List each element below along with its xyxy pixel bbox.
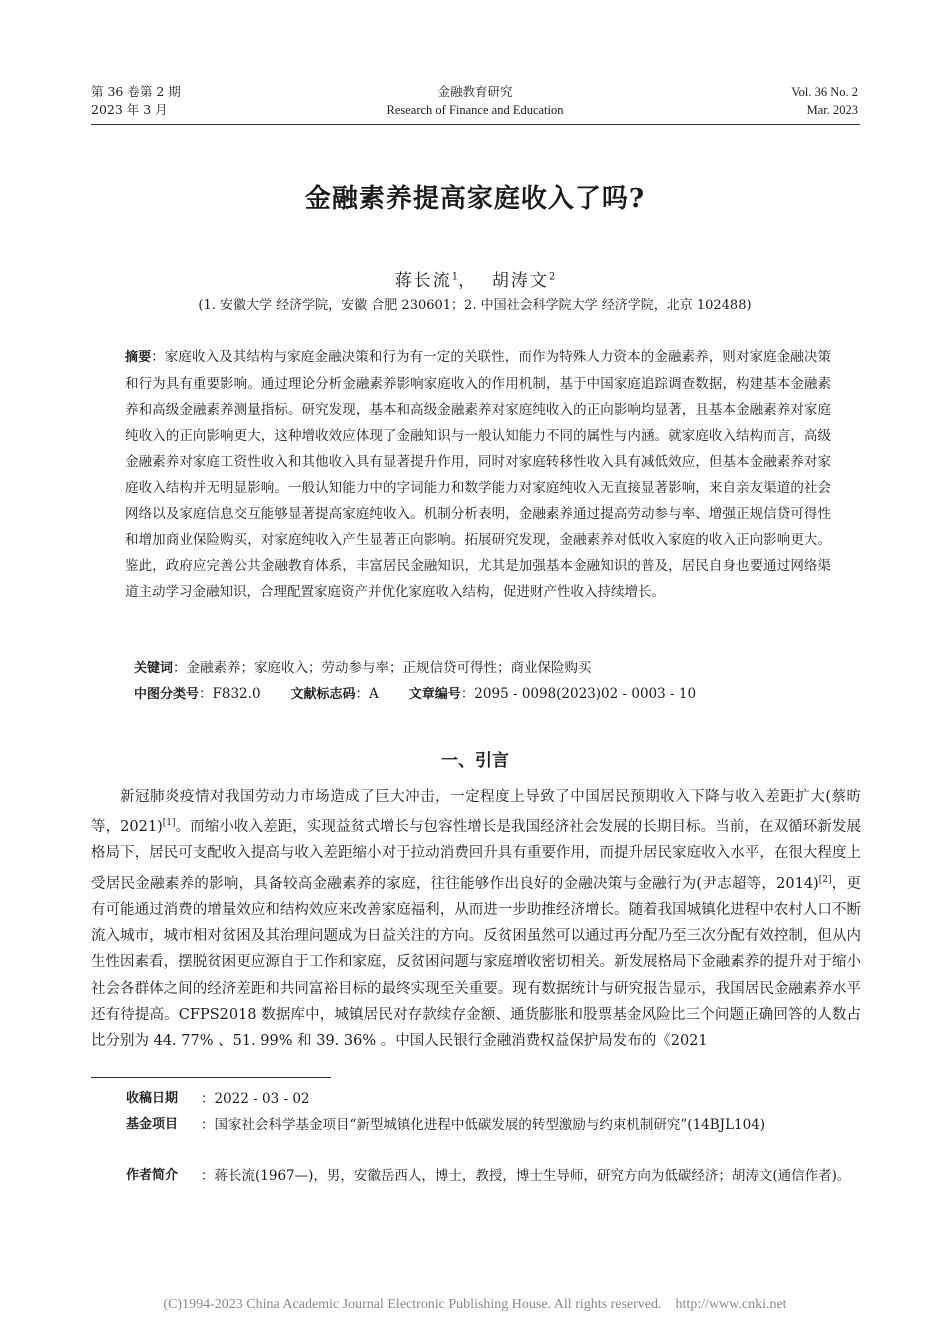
- body-text-part: 。而缩小收入差距，实现益贫式增长与包容性增长是我国经济社会发展的长期目标。当前，在双循环新发展格局下，居民可支配收入提高与收入差距缩小对于拉动消费回升具有重要作用，而提升居民家庭收入水平，在很大程度上受居民金融素养的影响，具备较高金融素养的家庭，往往能够作出良好的金融决策与金融行为(尹志超等，2014): [91, 819, 861, 892]
- section-heading: 一、引言: [441, 751, 509, 771]
- abstract-label: 摘要: [125, 350, 152, 365]
- fund-label: 基金项目: [126, 1117, 179, 1132]
- body-paragraph: [91, 784, 861, 1055]
- paper-title: 金融素养提高家庭收入了吗?: [304, 184, 646, 214]
- copyright-watermark: (C)1994-2023 China Academic Journal Electronic Publishing House. All rights reserved. http://www.cnki.net: [163, 1297, 787, 1312]
- author-bio: [126, 1163, 861, 1189]
- received-value: ：2022 - 03 - 02: [201, 1091, 310, 1107]
- author-bio-label: 作者简介: [126, 1168, 179, 1183]
- body-text-part: ，更有可能通过消费的增量效应和结构效应来改善家庭福利，从而进一步助推经济增长。随着我国城镇化进程中农村人口不断流入城市，城市相对贫困及其治理问题成为日益关注的方向。反贫困虽然可以通过再分配乃至三次分配有效控制，但从内生性因素看，摆脱贫困更应源自于工作和家庭，反贫困问题与家庭增收密切相关。新发展格局下金融素养的提升对于缩小社会各群体之间的经济差距和共同富裕目标的最终实现至关重要。现有数据统计与研究报告显示，我国居民金融素养水平还有待提高。CFPS2018 数据库中，城镇居民对存款续存金额、通货膨胀和股票基金风险比三个问题正确回答的人数占比分别为 44. 77% 、51. 99% 和 39. 36% 。中国人民银行金融消费权益保护局发布的《2021: [91, 875, 862, 1050]
- article-number-value: ：2095 - 0098(2023)02 - 0003 - 10: [460, 686, 697, 702]
- fund-value: ：国家社会科学基金项目“新型城镇化进程中低碳发展的转型激励与约束机制研究”(14BJL104): [201, 1117, 766, 1133]
- doc-code-label: 文献标志码: [290, 687, 356, 702]
- received-date: [126, 1086, 861, 1112]
- doc-code-value: ：A: [355, 686, 379, 702]
- classification-info: [134, 681, 834, 708]
- abstract-text: ：家庭收入及其结构与家庭金融决策和行为有一定的关联性，而作为特殊人力资本的金融素养，则对家庭金融决策和行为具有重要影响。通过理论分析金融素养影响家庭收入的作用机制，基于中国家庭追踪调查数据，构建基本金融素养和高级金融素养测量指标。研究发现，基本和高级金融素养对家庭纯收入的正向影响均显著，且基本金融素养对家庭纯收入的正向影响更大，这种增收效应体现了金融知识与一般认知能力不同的属性与内涵。就家庭收入结构而言，高级金融素养对家庭工资性收入和其他收入具有显著提升作用，同时对家庭转移性收入具有减低效应，但基本金融素养对家庭收入结构并无明显影响。一般认知能力中的字词能力和数学能力对家庭纯收入无直接显著影响，来自亲友渠道的社会网络以及家庭信息交互能够显著提高家庭纯收入。机制分析表明，金融素养通过提高劳动参与率、增强正规信贷可得性和增加商业保险购买，对家庭纯收入产生显著正向影响。拓展研究发现，金融素养对低收入家庭的收入正向影响更大。鉴此，政府应完善公共金融教育体系，丰富居民金融知识，尤其是加强基本金融知识的普及，居民自身也要通过网络渠道主动学习金融知识，合理配置家庭资产并优化家庭收入结构，促进财产性收入持续增长。: [125, 349, 831, 600]
- publication-date-en: Mar. 2023: [806, 103, 858, 117]
- keywords-text: ：金融素养；家庭收入；劳动参与率；正规信贷可得性；商业保险购买: [173, 660, 592, 676]
- citation-ref[interactable]: [1]: [162, 818, 176, 829]
- journal-issue-info-en: [791, 83, 858, 119]
- journal-issue-info: [91, 83, 181, 119]
- header-rule: [91, 124, 860, 125]
- journal-name-cn: 金融教育研究: [437, 84, 513, 99]
- author-name: 蒋长流: [394, 271, 452, 291]
- abstract: [125, 344, 831, 605]
- volume-issue-en: Vol. 36 No. 2: [791, 85, 858, 99]
- author-separator: ，: [458, 271, 478, 291]
- article-number-label: 文章编号: [408, 687, 461, 702]
- footnote-rule: [91, 1077, 331, 1078]
- journal-name: [300, 83, 650, 119]
- author-bio-value: ：蒋长流(1967—)，男，安徽岳西人，博士，教授，博士生导师，研究方向为低碳经济；胡涛文(通信作者)。: [201, 1168, 851, 1184]
- body-text-part: 新冠肺炎疫情对我国劳动力市场造成了巨大冲击，一定程度上导致了中国居民预期收入下降与收入差距扩大(蔡昉等，2021): [91, 789, 861, 836]
- journal-name-en: Research of Finance and Education: [386, 103, 564, 117]
- keywords-label: 关键词: [134, 661, 174, 676]
- affiliations: (1. 安徽大学 经济学院，安徽 合肥 230601；2. 中国社会科学院大学 经济学院，北京 102488): [198, 298, 752, 313]
- citation-ref[interactable]: [2]: [818, 874, 832, 885]
- clc-label: 中图分类号: [134, 687, 200, 702]
- volume-issue: 第 36 卷第 2 期: [91, 84, 181, 99]
- clc-value: ：F832.0: [199, 686, 261, 702]
- author-name: 胡涛文: [491, 271, 549, 291]
- author-list: [0, 266, 950, 291]
- keywords: [134, 655, 834, 682]
- publication-date: 2023 年 3 月: [91, 102, 168, 117]
- received-label: 收稿日期: [126, 1091, 179, 1106]
- author-affil-mark: 2: [548, 271, 556, 283]
- fund-info: [126, 1112, 861, 1138]
- author-affil-mark: 1: [451, 271, 459, 283]
